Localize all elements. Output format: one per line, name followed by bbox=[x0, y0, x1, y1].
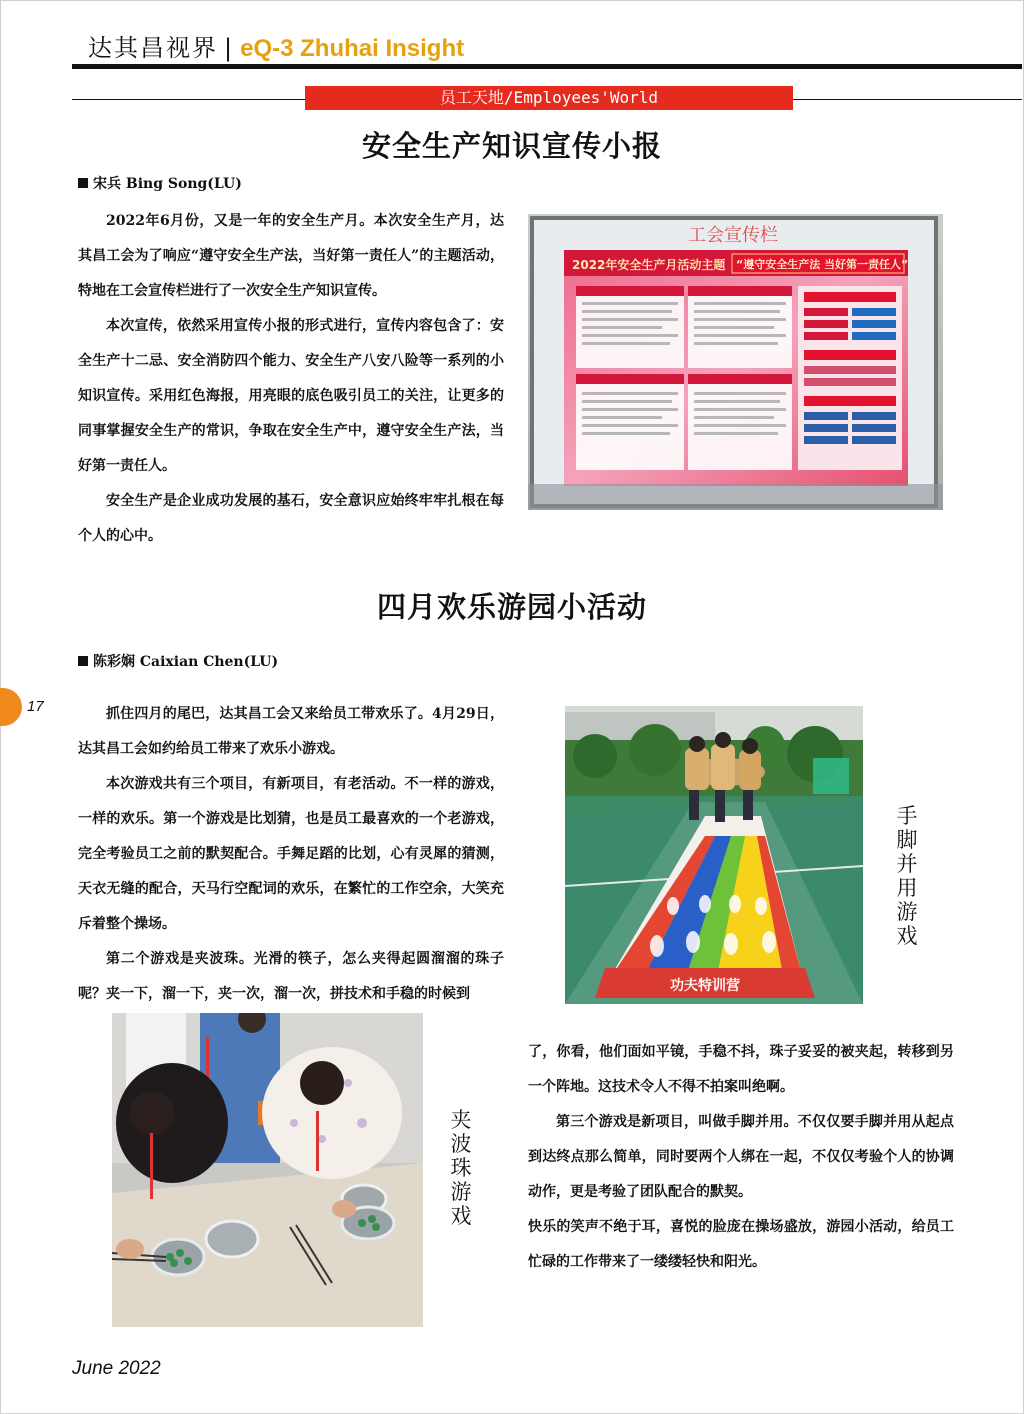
article1-byline bbox=[78, 173, 242, 193]
article1-paragraph-2: 本次宣传，依然采用宣传小报的形式进行，宣传内容包含了：安全生产十二忌、安全消防四个能力、安全生产八安八险等一系列的小知识宣传。采用红色海报，用亮眼的底色吸引员工的关注，让更多的同事掌握安全生产的常识，争取在安全生产中，遵守安全生产法，当好第一责任人。 bbox=[78, 318, 504, 474]
article1-author: 宋兵 Bing Song(LU) bbox=[93, 176, 242, 192]
article2-paragraph-6: 快乐的笑声不绝于耳，喜悦的脸庞在操场盛放，游园小活动，给员工忙碌的工作带来了一缕缕轻快和阳光。 bbox=[528, 1219, 954, 1270]
article2-author: 陈彩娴 Caixian Chen(LU) bbox=[93, 654, 279, 670]
article2-paragraph-5: 第三个游戏是新项目，叫做手脚并用。不仅仅要手脚并用从起点到达终点那么简单，同时要两个人绑在一起，不仅仅考验个人的协调动作，更是考验了团队配合的默契。 bbox=[528, 1114, 954, 1200]
article2-paragraph-1: 抓住四月的尾巴，达其昌工会又来给员工带欢乐了。4月29日，达其昌工会如约给员工带来了欢乐小游戏。 bbox=[78, 706, 504, 757]
header-rule-thick bbox=[72, 64, 1022, 69]
article2-byline bbox=[78, 651, 278, 671]
article2-title: 四月欢乐游园小活动 bbox=[376, 590, 647, 624]
article2-paragraph-3: 第二个游戏是夹波珠。光滑的筷子，怎么夹得起圆溜溜的珠子呢？夹一下，溜一下，夹一次，溜一次，拼技术和手稳的时候到 bbox=[78, 951, 504, 1002]
hands-feet-game-photo bbox=[565, 706, 863, 1004]
publication-name-en: eQ-3 Zhuhai Insight bbox=[240, 35, 465, 62]
poster-theme-left: 2022年安全生产月活动主题 bbox=[572, 258, 726, 272]
caption-bead-game: 夹波珠游戏 bbox=[450, 1108, 472, 1228]
board-title-text: 工会宣传栏 bbox=[688, 225, 778, 246]
article2-paragraph-4: 了，你看，他们面如平镜，手稳不抖，珠子妥妥的被夹起，转移到另一个阵地。这技术令人不得不拍案叫绝啊。 bbox=[528, 1044, 954, 1095]
poster-theme-right: “遵守安全生产法 当好第一责任人” bbox=[736, 258, 909, 271]
article1-paragraph-1: 2022年6月份，又是一年的安全生产月。本次安全生产月，达其昌工会为了响应“遵守安全生产法，当好第一责任人”的主题活动，特地在工会宣传栏进行了一次安全生产知识宣传。 bbox=[78, 213, 504, 299]
article1-paragraph-3: 安全生产是企业成功发展的基石，安全意识应始终牢牢扎根在每个人的心中。 bbox=[78, 493, 504, 544]
masthead-separator: | bbox=[224, 34, 235, 62]
byline-square-icon bbox=[78, 178, 88, 188]
masthead bbox=[88, 28, 464, 63]
mat-label: 功夫特训营 bbox=[670, 978, 740, 994]
issue-date: June 2022 bbox=[72, 1358, 161, 1379]
bulletin-board-photo bbox=[528, 214, 943, 510]
publication-name-cn: 达其昌视界 bbox=[88, 34, 218, 62]
caption-hands-feet-game: 手脚并用游戏 bbox=[896, 804, 918, 948]
page-number: 17 bbox=[27, 698, 44, 715]
bead-game-photo bbox=[112, 1013, 423, 1327]
article1-title: 安全生产知识宣传小报 bbox=[361, 129, 662, 163]
section-banner: 员工天地/Employees'World bbox=[305, 86, 793, 110]
byline-square-icon bbox=[78, 656, 88, 666]
article2-paragraph-2: 本次游戏共有三个项目，有新项目，有老活动。不一样的游戏，一样的欢乐。第一个游戏是比划猜，也是员工最喜欢的一个老游戏，完全考验员工之前的默契配合。手舞足蹈的比划，心有灵犀的猜测，天衣无缝的配合，天马行空配词的欢乐，在繁忙的工作空余，大笑充斥着整个操场。 bbox=[78, 776, 504, 932]
